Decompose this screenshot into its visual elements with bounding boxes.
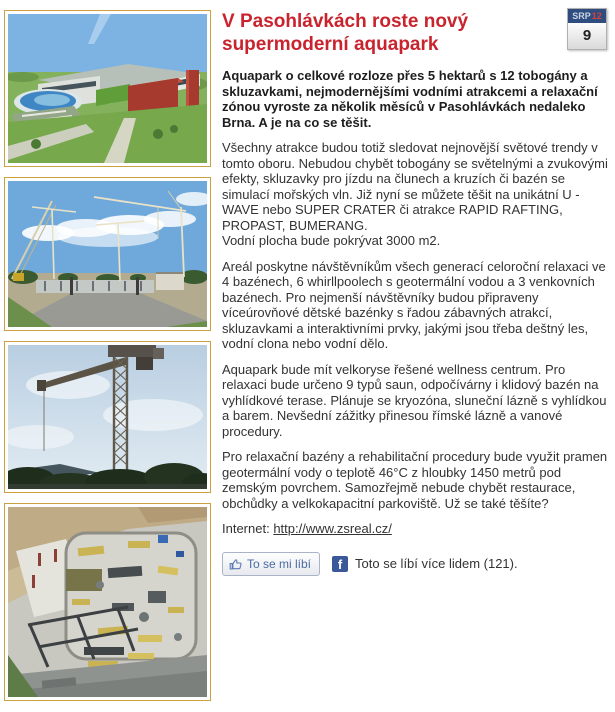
facebook-row xyxy=(222,552,613,576)
date-badge-month: SRP xyxy=(572,11,591,21)
facebook-icon[interactable]: f xyxy=(332,556,348,572)
internet-line xyxy=(222,521,613,537)
date-badge xyxy=(567,8,607,50)
facebook-like-button[interactable] xyxy=(222,552,320,576)
like-button-label: To se mi líbí xyxy=(247,556,312,571)
thumbs-up-icon xyxy=(229,557,243,571)
photo-column xyxy=(4,10,211,711)
article-lead: Aquapark o celkové rozloze přes 5 hektarů s 12 tobogány a skluzavkami, nejmodernějšími vodními atrakcemi a relaxační zónou vyroste za několik měsíců v Pasohlávkách nedaleko Brna. A je na co se těšit. xyxy=(222,68,598,130)
date-badge-header xyxy=(568,9,606,23)
date-badge-year: 12 xyxy=(591,11,602,21)
photo-aquapark-rendering[interactable] xyxy=(4,10,211,167)
internet-label: Internet: xyxy=(222,521,270,536)
article-paragraph: Aquapark bude mít velkoryse řešené wellness centrum. Pro relaxaci bude určeno 9 typů saun, odpočívárny i klidový bazén na vyhlídkové terase. Plánuje se kryozóna, sluneční lázně s vyhlídkou a barem. Nevšední zážitky přinesou římské lázně a vanové procedury. xyxy=(222,361,607,439)
construction-cranes-image xyxy=(8,181,207,327)
aquapark-rendering-image xyxy=(8,14,207,163)
tower-crane-image xyxy=(8,345,207,489)
article-paragraph: Areál poskytne návštěvníkům všech generací celoroční relaxaci ve 4 bazénech, 6 whirllpoolech s geotermální vodou a 3 venkovních bazénech. Pro nejmenší návštěvníky budou připraveny víceúrovňové dětské bazénky s řadou zábavných atrakcí, skluzavkami a interaktivními prvky, jakými jsou třeba deštný les, vodní clona nebo vodní dělo. xyxy=(222,258,606,351)
photo-tower-crane[interactable] xyxy=(4,341,211,493)
article-paragraph: Vodní plocha bude pokrývat 3000 m2. xyxy=(222,233,441,248)
likes-count-text: Toto se líbí více lidem (121). xyxy=(355,556,518,571)
photo-foundation-aerial[interactable] xyxy=(4,503,211,701)
photo-construction-cranes[interactable] xyxy=(4,177,211,331)
article-title: V Pasohlávkách roste nový supermoderní aquapark xyxy=(222,11,469,55)
article-paragraph: Všechny atrakce budou totiž sledovat nejnovější světové trendy v tomto oboru. Nebudou chybět tobogány se světelnými a zvukovými efekty, skluzavky pro jízdu na člunech a kruzích či bazén se simulací mořských vln. Již nyní se můžete těšit na unikátní U - WAVE nebo SUPER CRATER či atrakce RAPID RAFTING, PROPAST, BUMERANG. xyxy=(222,140,608,233)
website-link[interactable]: http://www.zsreal.cz/ xyxy=(273,521,392,536)
article-content xyxy=(222,10,613,576)
article-paragraph: Pro relaxační bazény a rehabilitační procedury bude využit pramen geotermální vody o teplotě 46°C z hloubky 1450 metrů pod zemským povrchem. Samozřejmě nebude chybět restaurace, obchůdky a velkokapacitní parkoviště. Už se také těšíte? xyxy=(222,449,608,511)
date-badge-day: 9 xyxy=(568,23,606,49)
foundation-aerial-image xyxy=(8,507,207,697)
